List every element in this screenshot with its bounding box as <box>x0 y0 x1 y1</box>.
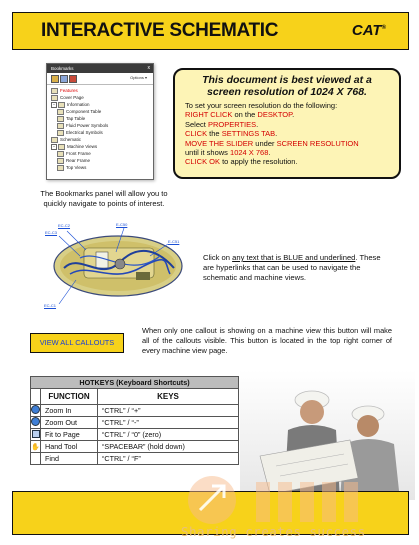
bookmark-label: Schematic <box>60 137 82 142</box>
zoom-out-icon <box>31 417 40 426</box>
hotkey-function: Fit to Page <box>41 429 98 441</box>
bookmark-item[interactable] <box>51 129 153 136</box>
resolution-info-box <box>173 68 401 179</box>
instruction-text: . <box>268 148 271 158</box>
bookmark-item[interactable] <box>51 157 153 164</box>
instruction-text: Select <box>185 119 208 129</box>
instruction-text: To set your screen resolution do the following: <box>185 101 338 110</box>
instruction-keyword: CLICK OK <box>185 157 221 167</box>
hand-tool-icon: ✋ <box>31 444 40 451</box>
instruction-keyword: DESKTOP <box>257 110 293 120</box>
hotkey-row <box>31 405 239 417</box>
hyperlink-emphasis: any text that is BLUE and underlined <box>232 253 356 262</box>
header-icon-cell <box>31 389 41 405</box>
bookmark-label: Features <box>60 88 78 93</box>
bookmark-item[interactable] <box>51 150 153 157</box>
fit-page-icon <box>32 430 40 438</box>
instruction-keyword: CLICK <box>185 129 208 139</box>
hotkey-function: Zoom Out <box>41 417 98 429</box>
bookmark-label: Electrical Symbols <box>66 130 103 135</box>
hotkey-function: Zoom In <box>41 405 98 417</box>
bookmarks-panel <box>46 63 154 180</box>
instruction-keyword: SETTINGS TAB <box>221 129 276 139</box>
instruction-line <box>185 148 399 157</box>
instruction-text: . <box>292 110 295 120</box>
bookmark-icon <box>58 144 65 150</box>
bookmark-new-icon[interactable] <box>51 75 59 83</box>
bookmark-label: Cover Page <box>60 95 84 100</box>
instruction-text: until it shows <box>185 148 231 158</box>
hotkey-keys: “SPACEBAR” (hold down) <box>98 441 239 453</box>
hotkey-function: Hand Tool <box>41 441 98 453</box>
zoom-in-icon <box>31 405 40 414</box>
view-all-callouts-button[interactable]: VIEW ALL CALLOUTS <box>30 333 124 353</box>
bookmark-label: Front Frame <box>66 151 91 156</box>
bookmark-item[interactable] <box>51 115 153 122</box>
bookmark-icon <box>57 151 64 157</box>
instruction-line <box>185 157 399 166</box>
hotkey-icon-cell <box>31 429 41 441</box>
instruction-text: on the <box>232 110 258 120</box>
bookmark-icon <box>57 158 64 164</box>
bookmark-label: Rear Frame <box>66 158 91 163</box>
header-banner <box>12 12 409 50</box>
machine-illustration <box>50 222 184 304</box>
instruction-text: . <box>256 119 259 129</box>
hotkeys-caption: HOTKEYS (Keyboard Shortcuts) <box>31 377 239 389</box>
bookmarks-panel-header <box>47 64 153 73</box>
bookmark-item[interactable] <box>51 136 153 143</box>
bookmark-icon <box>51 137 58 143</box>
resolution-info-title: This document is best viewed at a screen resolution of 1024 X 768. <box>202 74 372 98</box>
bookmark-icon <box>57 116 64 122</box>
bookmark-icon <box>51 95 58 101</box>
bookmarks-toolbar <box>47 73 153 85</box>
close-icon[interactable]: x <box>147 65 150 71</box>
bookmark-label: Fluid Power Symbols <box>66 123 109 128</box>
instruction-keyword: MOVE THE SLIDER <box>185 138 254 148</box>
instruction-line <box>185 110 399 119</box>
bookmarks-list <box>47 85 153 171</box>
hotkey-function: Find <box>41 453 98 465</box>
callout-link[interactable]: EC-C1 <box>44 303 57 308</box>
bookmark-icon <box>57 165 64 171</box>
callout-link[interactable]: E-C51 <box>168 239 180 244</box>
instruction-line <box>185 101 399 110</box>
bookmarks-options-menu[interactable]: Options ▾ <box>130 75 147 80</box>
callout-link[interactable]: E-C50 <box>116 222 128 227</box>
hotkey-keys: “CTRL” / “F” <box>98 453 239 465</box>
bookmark-item[interactable] <box>51 87 153 94</box>
bookmark-label: Tap Table <box>66 116 86 121</box>
instruction-keyword: 1024 X 768 <box>230 148 269 158</box>
bookmark-item[interactable] <box>51 143 153 150</box>
hotkey-keys: “CTRL” / “-” <box>98 417 239 429</box>
resolution-instructions <box>175 98 399 167</box>
cat-logo: CAT® <box>351 22 386 39</box>
bookmark-icon <box>57 130 64 136</box>
instruction-text: the <box>207 129 222 139</box>
instruction-text: . <box>275 129 278 139</box>
bookmark-delete-icon[interactable] <box>69 75 77 83</box>
bookmark-icon <box>58 102 65 108</box>
expand-toggle-icon[interactable]: − <box>52 101 56 107</box>
page-title: INTERACTIVE SCHEMATIC <box>41 20 279 41</box>
hotkey-row <box>31 453 239 465</box>
hyperlink-note: Click on any text that is BLUE and underlined. These are hyperlinks that can be used to navigate the schematic and machine views. <box>203 253 381 282</box>
hotkey-icon-cell <box>31 453 41 465</box>
bookmark-label: Component Table <box>66 109 102 114</box>
bookmark-item[interactable] <box>51 122 153 129</box>
instruction-keyword: PROPERTIES <box>207 119 257 129</box>
bookmark-item[interactable] <box>51 164 153 171</box>
watermark-text: Sharing creates success <box>181 524 366 539</box>
instruction-text: under <box>253 138 277 148</box>
instruction-line <box>185 129 399 138</box>
bookmark-label: Machine Views <box>67 144 98 149</box>
instruction-keyword: SCREEN RESOLUTION <box>276 138 359 148</box>
hotkey-row <box>31 429 239 441</box>
instruction-line <box>185 139 399 148</box>
bookmark-icon <box>57 109 64 115</box>
bookmarks-panel-title: Bookmarks <box>51 66 74 71</box>
bookmark-label: Information <box>67 102 90 107</box>
bookmark-label: Top Views <box>66 165 87 170</box>
bookmark-icon <box>51 88 58 94</box>
bookmarks-caption: The Bookmarks panel will allow you to quickly navigate to points of interest. <box>40 189 168 208</box>
column-header-function: FUNCTION <box>41 389 98 405</box>
hotkey-row <box>31 417 239 429</box>
instruction-line <box>185 120 399 129</box>
machine-view-image <box>44 222 184 308</box>
bookmark-item[interactable] <box>51 94 153 101</box>
hotkeys-table <box>30 376 239 465</box>
hotkey-keys: “CTRL” / “0” (zero) <box>98 429 239 441</box>
bookmark-item[interactable] <box>51 108 153 115</box>
expand-toggle-icon[interactable]: − <box>52 143 56 149</box>
hotkey-icon-cell <box>31 417 41 429</box>
hotkey-keys: “CTRL” / “+” <box>98 405 239 417</box>
hotkey-icon-cell <box>31 441 41 453</box>
view-all-description: When only one callout is showing on a machine view this button will make all of the callouts visible. This button is located in the top right corner of every machine view page. <box>142 326 392 355</box>
bookmark-item[interactable] <box>51 101 153 108</box>
column-header-keys: KEYS <box>98 389 239 405</box>
bookmark-icon <box>57 123 64 129</box>
hotkey-row <box>31 441 239 453</box>
bookmark-expand-icon[interactable] <box>60 75 68 83</box>
callout-link[interactable]: EC-C3 <box>45 230 58 235</box>
instruction-keyword: RIGHT CLICK <box>185 110 233 120</box>
hotkey-icon-cell <box>31 405 41 417</box>
instruction-text: to apply the resolution. <box>220 157 298 167</box>
callout-link[interactable]: EC-C2 <box>58 223 71 228</box>
